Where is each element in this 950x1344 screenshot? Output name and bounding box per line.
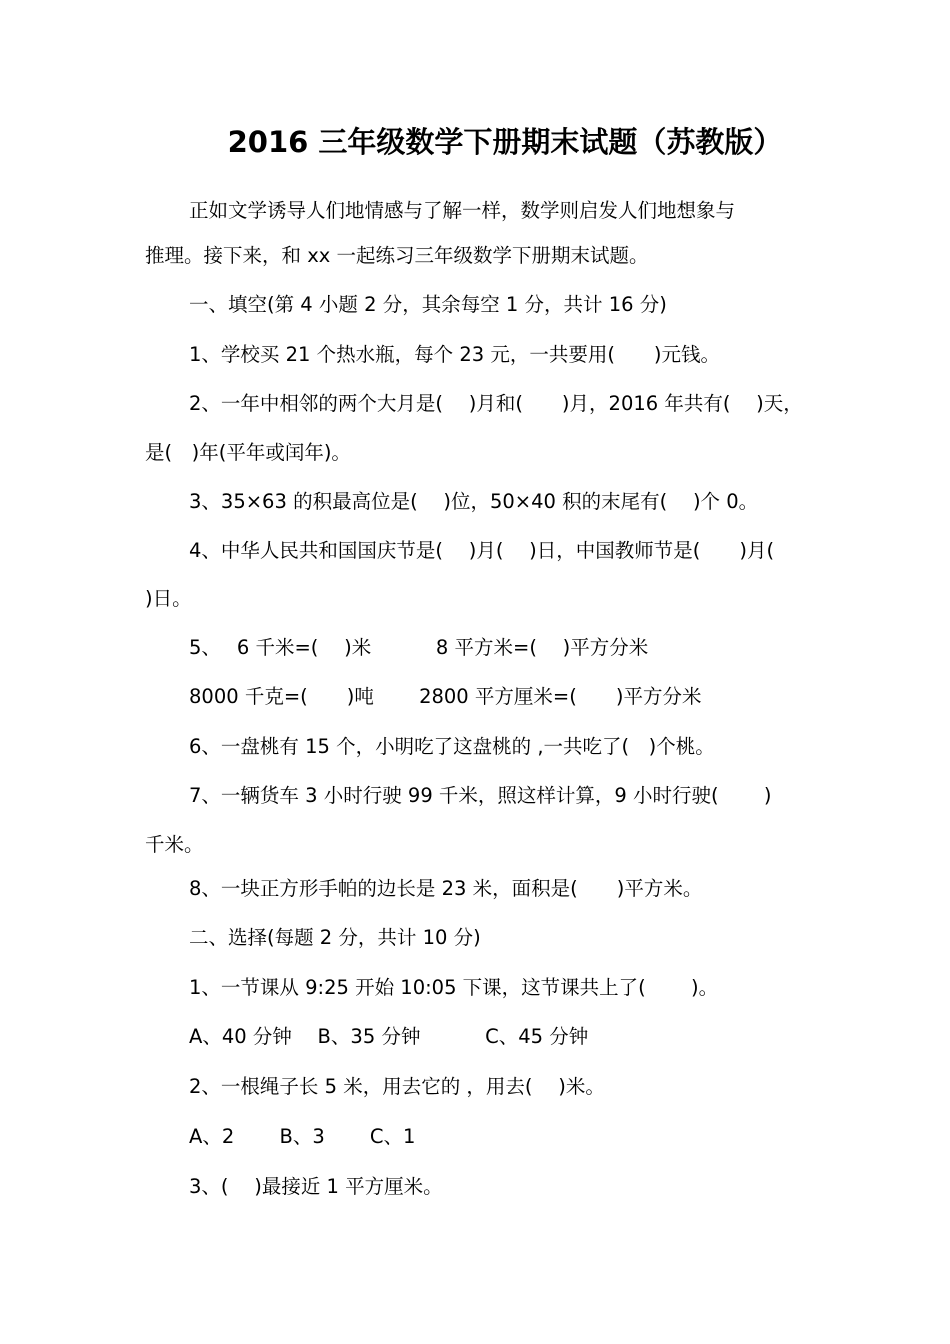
question-line: 3、35×63 的积最高位是( )位，50×40 积的末尾有( )个 0。 (189, 490, 759, 513)
question-line: 5、 6 千米=( )米 8 平方米=( )平方分米 (189, 636, 649, 659)
question-line: 7、一辆货车 3 小时行驶 99 千米，照这样计算，9 小时行驶( ) (189, 784, 772, 807)
question-line-continued: 千米。 (145, 833, 204, 856)
question-line: 4、中华人民共和国国庆节是( )月( )日，中国教师节是( )月( (189, 539, 775, 562)
question-line: 8000 千克=( )吨 2800 平方厘米=( )平方分米 (189, 685, 702, 708)
question-line: 2、一根绳子长 5 米，用去它的 ，用去( )米。 (189, 1075, 605, 1098)
intro-line-2: 推理。接下来，和 xx 一起练习三年级数学下册期末试题。 (145, 244, 649, 267)
document-title: 2016 三年级数学下册期末试题（苏教版） (227, 125, 783, 159)
intro-line-1: 正如文学诱导人们地情感与了解一样，数学则启发人们地想象与 (189, 199, 736, 222)
question-line-continued: )日。 (145, 587, 192, 610)
question-line: 8、一块正方形手帕的边长是 23 米，面积是( )平方米。 (189, 877, 703, 900)
question-line: 2、一年中相邻的两个大月是( )月和( )月，2016 年共有( )天， (189, 392, 803, 415)
question-line-continued: 是( )年(平年或闰年)。 (145, 441, 351, 464)
question-line: 1、学校买 21 个热水瓶，每个 23 元，一共要用( )元钱。 (189, 343, 721, 366)
question-line: 3、( )最接近 1 平方厘米。 (189, 1175, 443, 1198)
section-heading-choice: 二、选择(每题 2 分，共计 10 分) (189, 926, 481, 949)
question-line: 1、一节课从 9:25 开始 10:05 下课，这节课共上了( )。 (189, 976, 719, 999)
answer-options: A、2 B、3 C、1 (189, 1125, 416, 1148)
question-line: 6、一盘桃有 15 个，小明吃了这盘桃的 ,一共吃了( )个桃。 (189, 735, 715, 758)
answer-options: A、40 分钟 B、35 分钟 C、45 分钟 (189, 1025, 589, 1048)
section-heading-fill-in: 一、填空(第 4 小题 2 分，其余每空 1 分，共计 16 分) (189, 293, 667, 316)
